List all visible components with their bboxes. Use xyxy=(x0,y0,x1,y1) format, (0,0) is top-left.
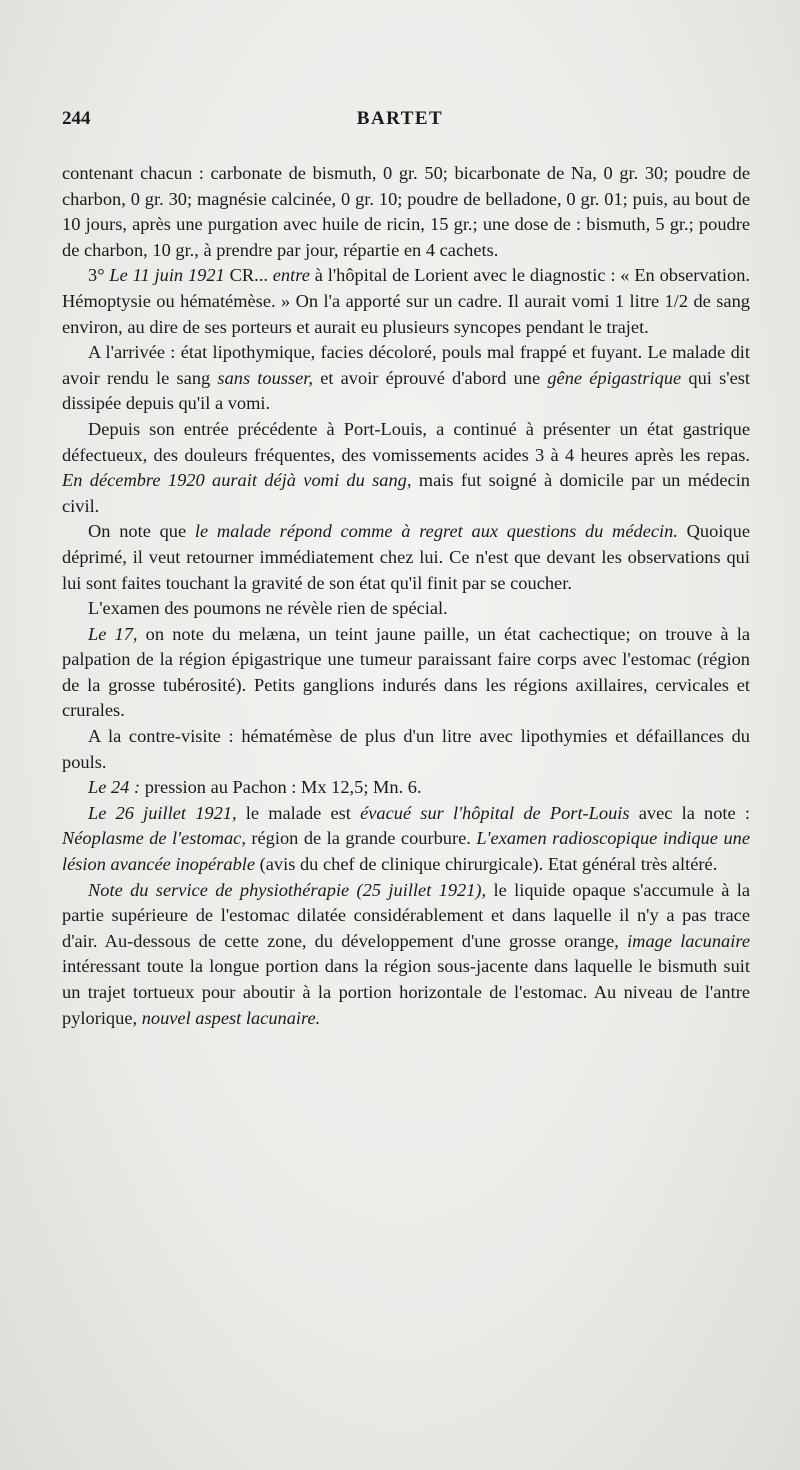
paragraph xyxy=(62,724,750,775)
paragraph xyxy=(62,340,750,417)
italic-text: entre xyxy=(272,265,310,286)
text-run: région de la grande courbure. xyxy=(245,828,477,849)
text-run: Quoique déprimé, il veut retourner immédiatement chez lui. Ce n'est que devant les observations qui lui sont faites touchant la gravité de son état qu'il finit par se coucher. xyxy=(62,521,750,593)
italic-text: gêne épigastrique xyxy=(547,367,682,388)
italic-text: sans tousser, xyxy=(217,367,313,388)
paragraph xyxy=(62,417,750,519)
italic-text: Le 11 juin 1921 xyxy=(109,265,225,286)
text-run: mais fut soigné à domicile par un médecin civil. xyxy=(62,470,751,516)
text-run: à l'hôpital de Lorient avec le diagnostic : « En observation. Hémoptysie ou hématémèse. » On l'a apporté sur un cadre. Il aurait vomi 1 litre 1/2 de sang environ, au dire de ses porteurs et aurait eu plusieurs syncopes pendant le trajet. xyxy=(62,265,750,337)
text-run: pression au Pachon : Mx 12,5; Mn. 6. xyxy=(140,777,422,798)
italic-text: Le 26 juillet 1921, xyxy=(88,802,237,823)
text-run: intéressant toute la longue portion dans la région sous-jacente dans laquelle le bismuth suit un trajet tortueux pour aboutir à la portion horizontale de l'estomac. Au niveau de l'antre pylorique, xyxy=(62,956,750,1028)
italic-text: Note du service de physiothérapie (25 juillet 1921), xyxy=(88,879,487,900)
text-run: qui s'est dissipée depuis qu'il a vomi. xyxy=(62,367,750,414)
text-run: contenant chacun : carbonate de bismuth, 0 gr. 50; bicarbonate de Na, 0 gr. 30; poudre de charbon, 0 gr. 30; magnésie calcinée, 0 gr. 10; poudre de belladone, 0 gr. 01; puis, au bout de 10 jours, après une purgation avec huile de ricin, 15 gr.; une dose de : bismuth, 5 gr.; poudre de charbon, 10 gr., à prendre par jour, répartie en 4 cachets. xyxy=(62,163,750,260)
italic-text: le malade répond comme à regret aux questions du médecin. xyxy=(194,521,678,542)
paragraph xyxy=(62,596,750,622)
text-run: le malade est xyxy=(236,802,361,823)
page-header xyxy=(62,108,738,134)
text-run: avec la note : xyxy=(629,802,750,823)
paragraph xyxy=(62,263,750,340)
italic-text: En décembre 1920 aurait déjà vomi du sang, xyxy=(62,470,412,491)
italic-text: Le 24 : xyxy=(88,777,141,798)
text-run: on note du melæna, un teint jaune paille, un état cachectique; on trouve à la palpation de la région épigastrique une tumeur paraissant faire corps avec l'estomac (région de la grosse tubérosité). Petits ganglions indurés dans les régions axillaires, cervicales et crurales. xyxy=(62,623,750,721)
italic-text: évacué sur l'hôpital de Port-Louis xyxy=(360,802,630,823)
paragraph xyxy=(62,622,750,724)
text-run: A la contre-visite : hématémèse de plus d'un litre avec lipothymies et défaillances du pouls. xyxy=(62,726,750,772)
text-run: A l'arrivée : état lipothymique, facies décoloré, pouls mal frappé et fuyant. Le malade dit avoir rendu le sang xyxy=(62,342,750,388)
italic-text: Néoplasme de l'estomac, xyxy=(62,828,246,849)
text-run: L'examen des poumons ne révèle rien de spécial. xyxy=(88,598,448,619)
text-run: (avis du chef de clinique chirurgicale). Etat général très altéré. xyxy=(255,854,718,875)
paragraph xyxy=(62,161,750,263)
running-head: BARTET xyxy=(356,108,444,129)
text-run: le liquide opaque s'accumule à la partie supérieure de l'estomac dilatée considérablement et dans laquelle il n'y a pas trace d'air. Au-dessous de cette zone, du développement d'une grosse orange, xyxy=(62,879,751,951)
page-number: 244 xyxy=(62,108,91,129)
italic-text: L'examen radioscopique indique une lésion avancée inopérable xyxy=(62,828,750,875)
paragraph xyxy=(62,801,750,878)
italic-text: image lacunaire xyxy=(627,930,751,951)
paragraph xyxy=(62,775,750,801)
text-run: et avoir éprouvé d'abord une xyxy=(313,367,548,388)
italic-text: Le 17, xyxy=(88,623,138,644)
italic-text: nouvel aspest lacunaire. xyxy=(141,1007,321,1028)
body-text xyxy=(62,161,750,1031)
text-run: Depuis son entrée précédente à Port-Louis, a continué à présenter un état gastrique défectueux, des douleurs fréquentes, des vomissements acides 3 à 4 heures après les repas. xyxy=(62,418,750,465)
paragraph xyxy=(62,519,750,596)
text-run: CR... xyxy=(224,265,273,286)
paragraph xyxy=(62,878,750,1032)
text-run: 3° xyxy=(88,265,110,286)
text-run: On note que xyxy=(88,521,195,542)
